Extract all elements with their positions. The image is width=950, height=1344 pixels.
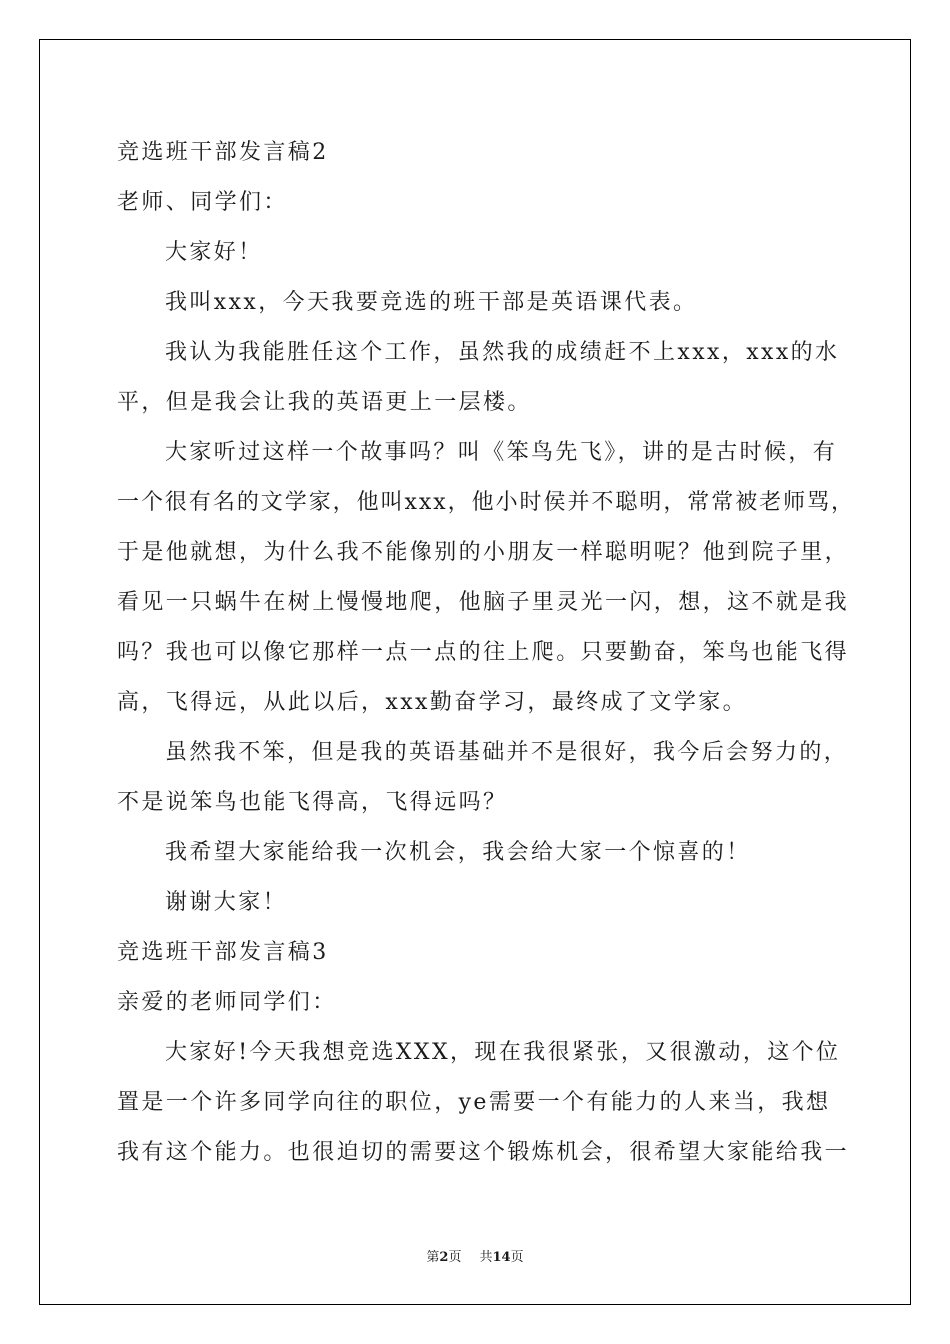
text-line: 我希望大家能给我一次机会，我会给大家一个惊喜的！ bbox=[165, 840, 751, 865]
text-line: 我有这个能力。也很迫切的需要这个锻炼机会，很希望大家能给我一 bbox=[117, 1140, 850, 1165]
page-number-suffix: 页 bbox=[448, 1250, 462, 1265]
text-line: 置是一个许多同学向往的职位，ye需要一个有能力的人来当，我想 bbox=[117, 1090, 831, 1115]
text-line: 吗？我也可以像它那样一点一点的往上爬。只要勤奋，笨鸟也能飞得 bbox=[117, 640, 850, 665]
page-number-prefix: 第 bbox=[426, 1250, 440, 1265]
text-line: 竞选班干部发言稿2 bbox=[117, 140, 329, 165]
text-line: 我认为我能胜任这个工作，虽然我的成绩赶不上xxx，xxx的水 bbox=[165, 340, 840, 365]
current-page-number: 2 bbox=[439, 1250, 449, 1265]
text-line: 平，但是我会让我的英语更上一层楼。 bbox=[117, 390, 532, 415]
text-line: 亲爱的老师同学们： bbox=[117, 990, 337, 1015]
total-pages-number: 14 bbox=[492, 1250, 511, 1265]
total-pages-suffix: 页 bbox=[510, 1250, 524, 1265]
total-pages-prefix: 共 bbox=[479, 1250, 493, 1265]
document-body bbox=[117, 128, 855, 1178]
text-line: 虽然我不笨，但是我的英语基础并不是很好，我今后会努力的， bbox=[165, 740, 849, 765]
text-line: 不是说笨鸟也能飞得高，飞得远吗？ bbox=[117, 790, 508, 815]
text-line: 老师、同学们： bbox=[117, 190, 288, 215]
text-line: 高，飞得远，从此以后，xxx勤奋学习，最终成了文学家。 bbox=[117, 690, 748, 715]
text-line: 看见一只蜗牛在树上慢慢地爬，他脑子里灵光一闪，想，这不就是我 bbox=[117, 590, 850, 615]
text-line: 一个很有名的文学家，他叫xxx，他小时侯并不聪明，常常被老师骂， bbox=[117, 490, 856, 515]
text-line: 大家好！ bbox=[165, 240, 263, 265]
text-line: 于是他就想，为什么我不能像别的小朋友一样聪明呢？他到院子里， bbox=[117, 540, 850, 565]
text-line: 我叫xxx，今天我要竞选的班干部是英语课代表。 bbox=[165, 290, 698, 315]
text-line: 竞选班干部发言稿3 bbox=[117, 940, 329, 965]
page-footer bbox=[0, 1246, 950, 1265]
text-line: 谢谢大家！ bbox=[165, 890, 288, 915]
text-line: 大家好!今天我想竞选XXX，现在我很紧张，又很激动，这个位 bbox=[165, 1040, 841, 1065]
text-line: 大家听过这样一个故事吗？叫《笨鸟先飞》，讲的是古时候，有 bbox=[165, 440, 838, 465]
